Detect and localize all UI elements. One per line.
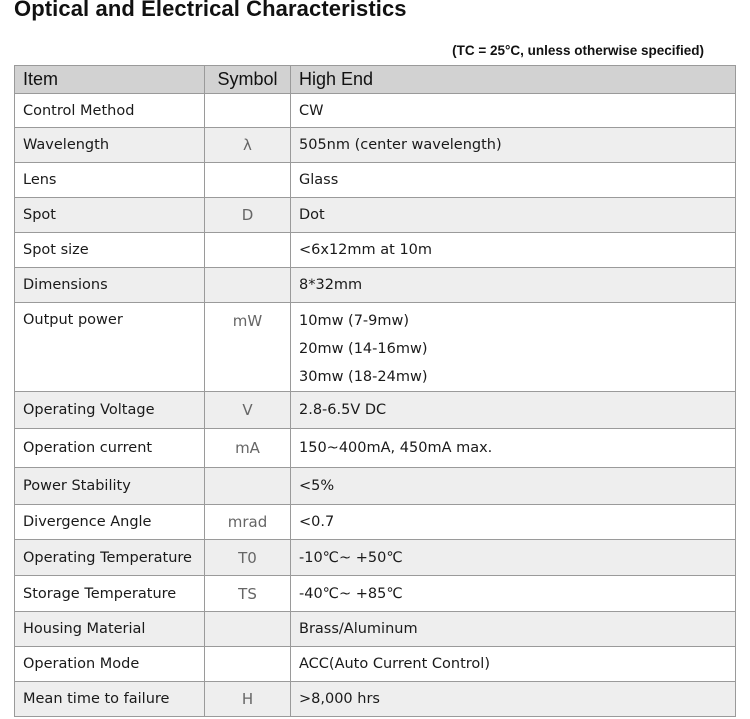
row-item: Power Stability (15, 468, 205, 505)
row-symbol: mW (205, 303, 291, 392)
row-symbol (205, 612, 291, 647)
row-item: Housing Material (15, 612, 205, 647)
table-row (15, 233, 736, 268)
row-item: Output power (15, 303, 205, 392)
row-symbol: mA (205, 429, 291, 468)
row-value: 2.8-6.5V DC (291, 392, 736, 429)
row-item: Mean time to failure (15, 682, 205, 717)
row-symbol: T0 (205, 540, 291, 576)
row-symbol (205, 268, 291, 303)
row-symbol: TS (205, 576, 291, 612)
row-value: Glass (291, 163, 736, 198)
row-item: Lens (15, 163, 205, 198)
table-row (15, 163, 736, 198)
table-row (15, 647, 736, 682)
table-row (15, 268, 736, 303)
row-symbol: mrad (205, 505, 291, 540)
row-item: Divergence Angle (15, 505, 205, 540)
table-row (15, 128, 736, 163)
table-row (15, 94, 736, 128)
row-value: <6x12mm at 10m (291, 233, 736, 268)
row-item: Operating Voltage (15, 392, 205, 429)
row-value: Brass/Aluminum (291, 612, 736, 647)
row-item: Spot size (15, 233, 205, 268)
row-item: Control Method (15, 94, 205, 128)
table-row (15, 576, 736, 612)
table-row (15, 429, 736, 468)
table-row (15, 303, 736, 392)
row-item: Dimensions (15, 268, 205, 303)
row-symbol (205, 163, 291, 198)
row-value: >8,000 hrs (291, 682, 736, 717)
table-row (15, 198, 736, 233)
row-value (291, 303, 736, 392)
row-value: Dot (291, 198, 736, 233)
row-symbol (205, 94, 291, 128)
row-value: 150~400mA, 450mA max. (291, 429, 736, 468)
row-value: 8*32mm (291, 268, 736, 303)
conditions-note: (TC = 25°C, unless otherwise specified) (452, 43, 704, 58)
row-item: Storage Temperature (15, 576, 205, 612)
row-value: <5% (291, 468, 736, 505)
row-item: Operating Temperature (15, 540, 205, 576)
row-symbol (205, 468, 291, 505)
row-value: ACC(Auto Current Control) (291, 647, 736, 682)
row-item: Operation Mode (15, 647, 205, 682)
row-value: <0.7 (291, 505, 736, 540)
row-value: -40℃~ +85℃ (291, 576, 736, 612)
table-row (15, 540, 736, 576)
output-power-level: 10mw (7-9mw) (299, 313, 410, 329)
output-power-level: 20mw (14-16mw) (299, 341, 428, 357)
table-row (15, 612, 736, 647)
row-value: 505nm (center wavelength) (291, 128, 736, 163)
row-symbol (205, 647, 291, 682)
table-header-row (15, 66, 736, 94)
header-item: Item (15, 66, 205, 94)
row-value: CW (291, 94, 736, 128)
row-symbol (205, 233, 291, 268)
header-symbol: Symbol (205, 66, 291, 94)
row-item: Spot (15, 198, 205, 233)
page-title: Optical and Electrical Characteristics (14, 0, 407, 21)
row-value: -10℃~ +50℃ (291, 540, 736, 576)
row-symbol: λ (205, 128, 291, 163)
table-row (15, 468, 736, 505)
row-symbol: D (205, 198, 291, 233)
table-row (15, 505, 736, 540)
row-item: Wavelength (15, 128, 205, 163)
header-value: High End (291, 66, 736, 94)
table-row (15, 392, 736, 429)
row-symbol: V (205, 392, 291, 429)
spec-table (14, 65, 736, 717)
row-item: Operation current (15, 429, 205, 468)
row-symbol: H (205, 682, 291, 717)
output-power-level: 30mw (18-24mw) (299, 369, 428, 385)
table-row (15, 682, 736, 717)
